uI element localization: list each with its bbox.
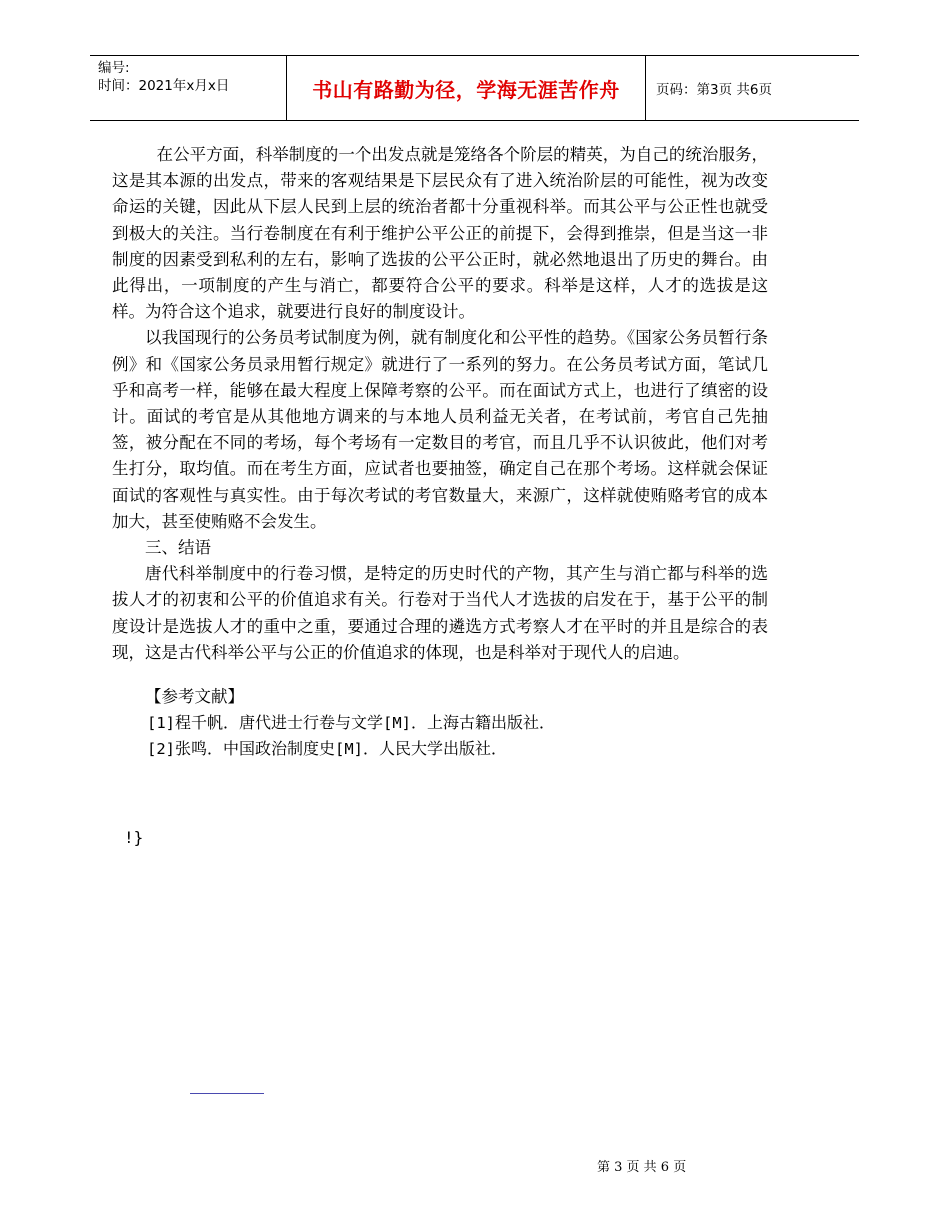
references-title: 【参考文献】 bbox=[145, 687, 244, 707]
footnote-separator bbox=[190, 1093, 264, 1094]
document-number-label: 编号: bbox=[98, 60, 130, 76]
header-meta bbox=[90, 56, 286, 120]
reference-type: [M] bbox=[383, 714, 412, 733]
stray-text: !} bbox=[124, 828, 144, 847]
reference-publisher: ．上海古籍出版社． bbox=[411, 713, 556, 733]
reference-number: [2] bbox=[147, 740, 175, 759]
document-time-label: 时间：2021年x月x日 bbox=[98, 78, 230, 94]
paragraph-conclusion: 唐代科举制度中的行卷习惯，是特定的历史时代的产物，其产生与消亡都与科举的选拔人才的初衷和公平的价值追求有关。行卷对于当代人才选拔的启发在于，基于公平的制度设计是选拔人才的重中之重，要通过合理的遴选方式考察人才在平时的并且是综合的表现，这是古代科举公平与公正的价值追求的体现，也是科举对于现代人的启迪。 bbox=[112, 564, 768, 662]
reference-number: [1] bbox=[147, 714, 175, 733]
paragraph-fairness: 在公平方面，科举制度的一个出发点就是笼络各个阶层的精英，为自己的统治服务，这是其本源的出发点，带来的客观结果是下层民众有了进入统治阶层的可能性，视为改变命运的关键，因此从下层人民到上层的统治者都十分重视科举。而其公平与公正性也就受到极大的关注。当行卷制度在有利于维护公平公正的前提下，会得到推崇，但是当这一非制度的因素受到私利的左右，影响了选拔的公平公正时，就必然地退出了历史的舞台。由此得出，一项制度的产生与消亡，都要符合公平的要求。科举是这样，人才的选拔是这样。为符合这个追求，就要进行良好的制度设计。 bbox=[112, 145, 768, 322]
header-motto: 书山有路勤为径，学海无涯苦作舟 bbox=[286, 56, 646, 120]
paragraph-civil-service-exam: 以我国现行的公务员考试制度为例，就有制度化和公平性的趋势。《国家公务员暂行条例》和《国家公务员录用暂行规定》就进行了一系列的努力。在公务员考试方面，笔试几乎和高考一样，能够在最大程度上保障考察的公平。而在面试方式上，也进行了缜密的设计。面试的考官是从其他地方调来的与本地人员利益无关者，在考试前，考官自己先抽签，被分配在不同的考场，每个考场有一定数目的考官，而且几乎不认识彼此，他们对考生打分，取均值。而在考生方面，应试者也要抽签，确定自己在那个考场。这样就会保证面试的客观性与真实性。由于每次考试的考官数量大，来源广，这样就使贿赂考官的成本加大，甚至使贿赂不会发生。 bbox=[112, 328, 768, 531]
reference-item bbox=[112, 736, 768, 762]
section-heading-conclusion: 三、结语 bbox=[145, 538, 211, 558]
page-footer: 第 3 页 共 6 页 bbox=[597, 1160, 687, 1175]
header-page-code: 页码：第3页 共6页 bbox=[656, 82, 772, 98]
reference-publisher: ．人民大学出版社． bbox=[363, 739, 508, 759]
document-body bbox=[112, 142, 768, 763]
reference-text: 程千帆．唐代进士行卷与文学 bbox=[175, 713, 384, 733]
header-table bbox=[90, 55, 859, 121]
reference-type: [M] bbox=[335, 740, 364, 759]
reference-text: 张鸣．中国政治制度史 bbox=[175, 739, 336, 759]
reference-item bbox=[112, 710, 768, 736]
